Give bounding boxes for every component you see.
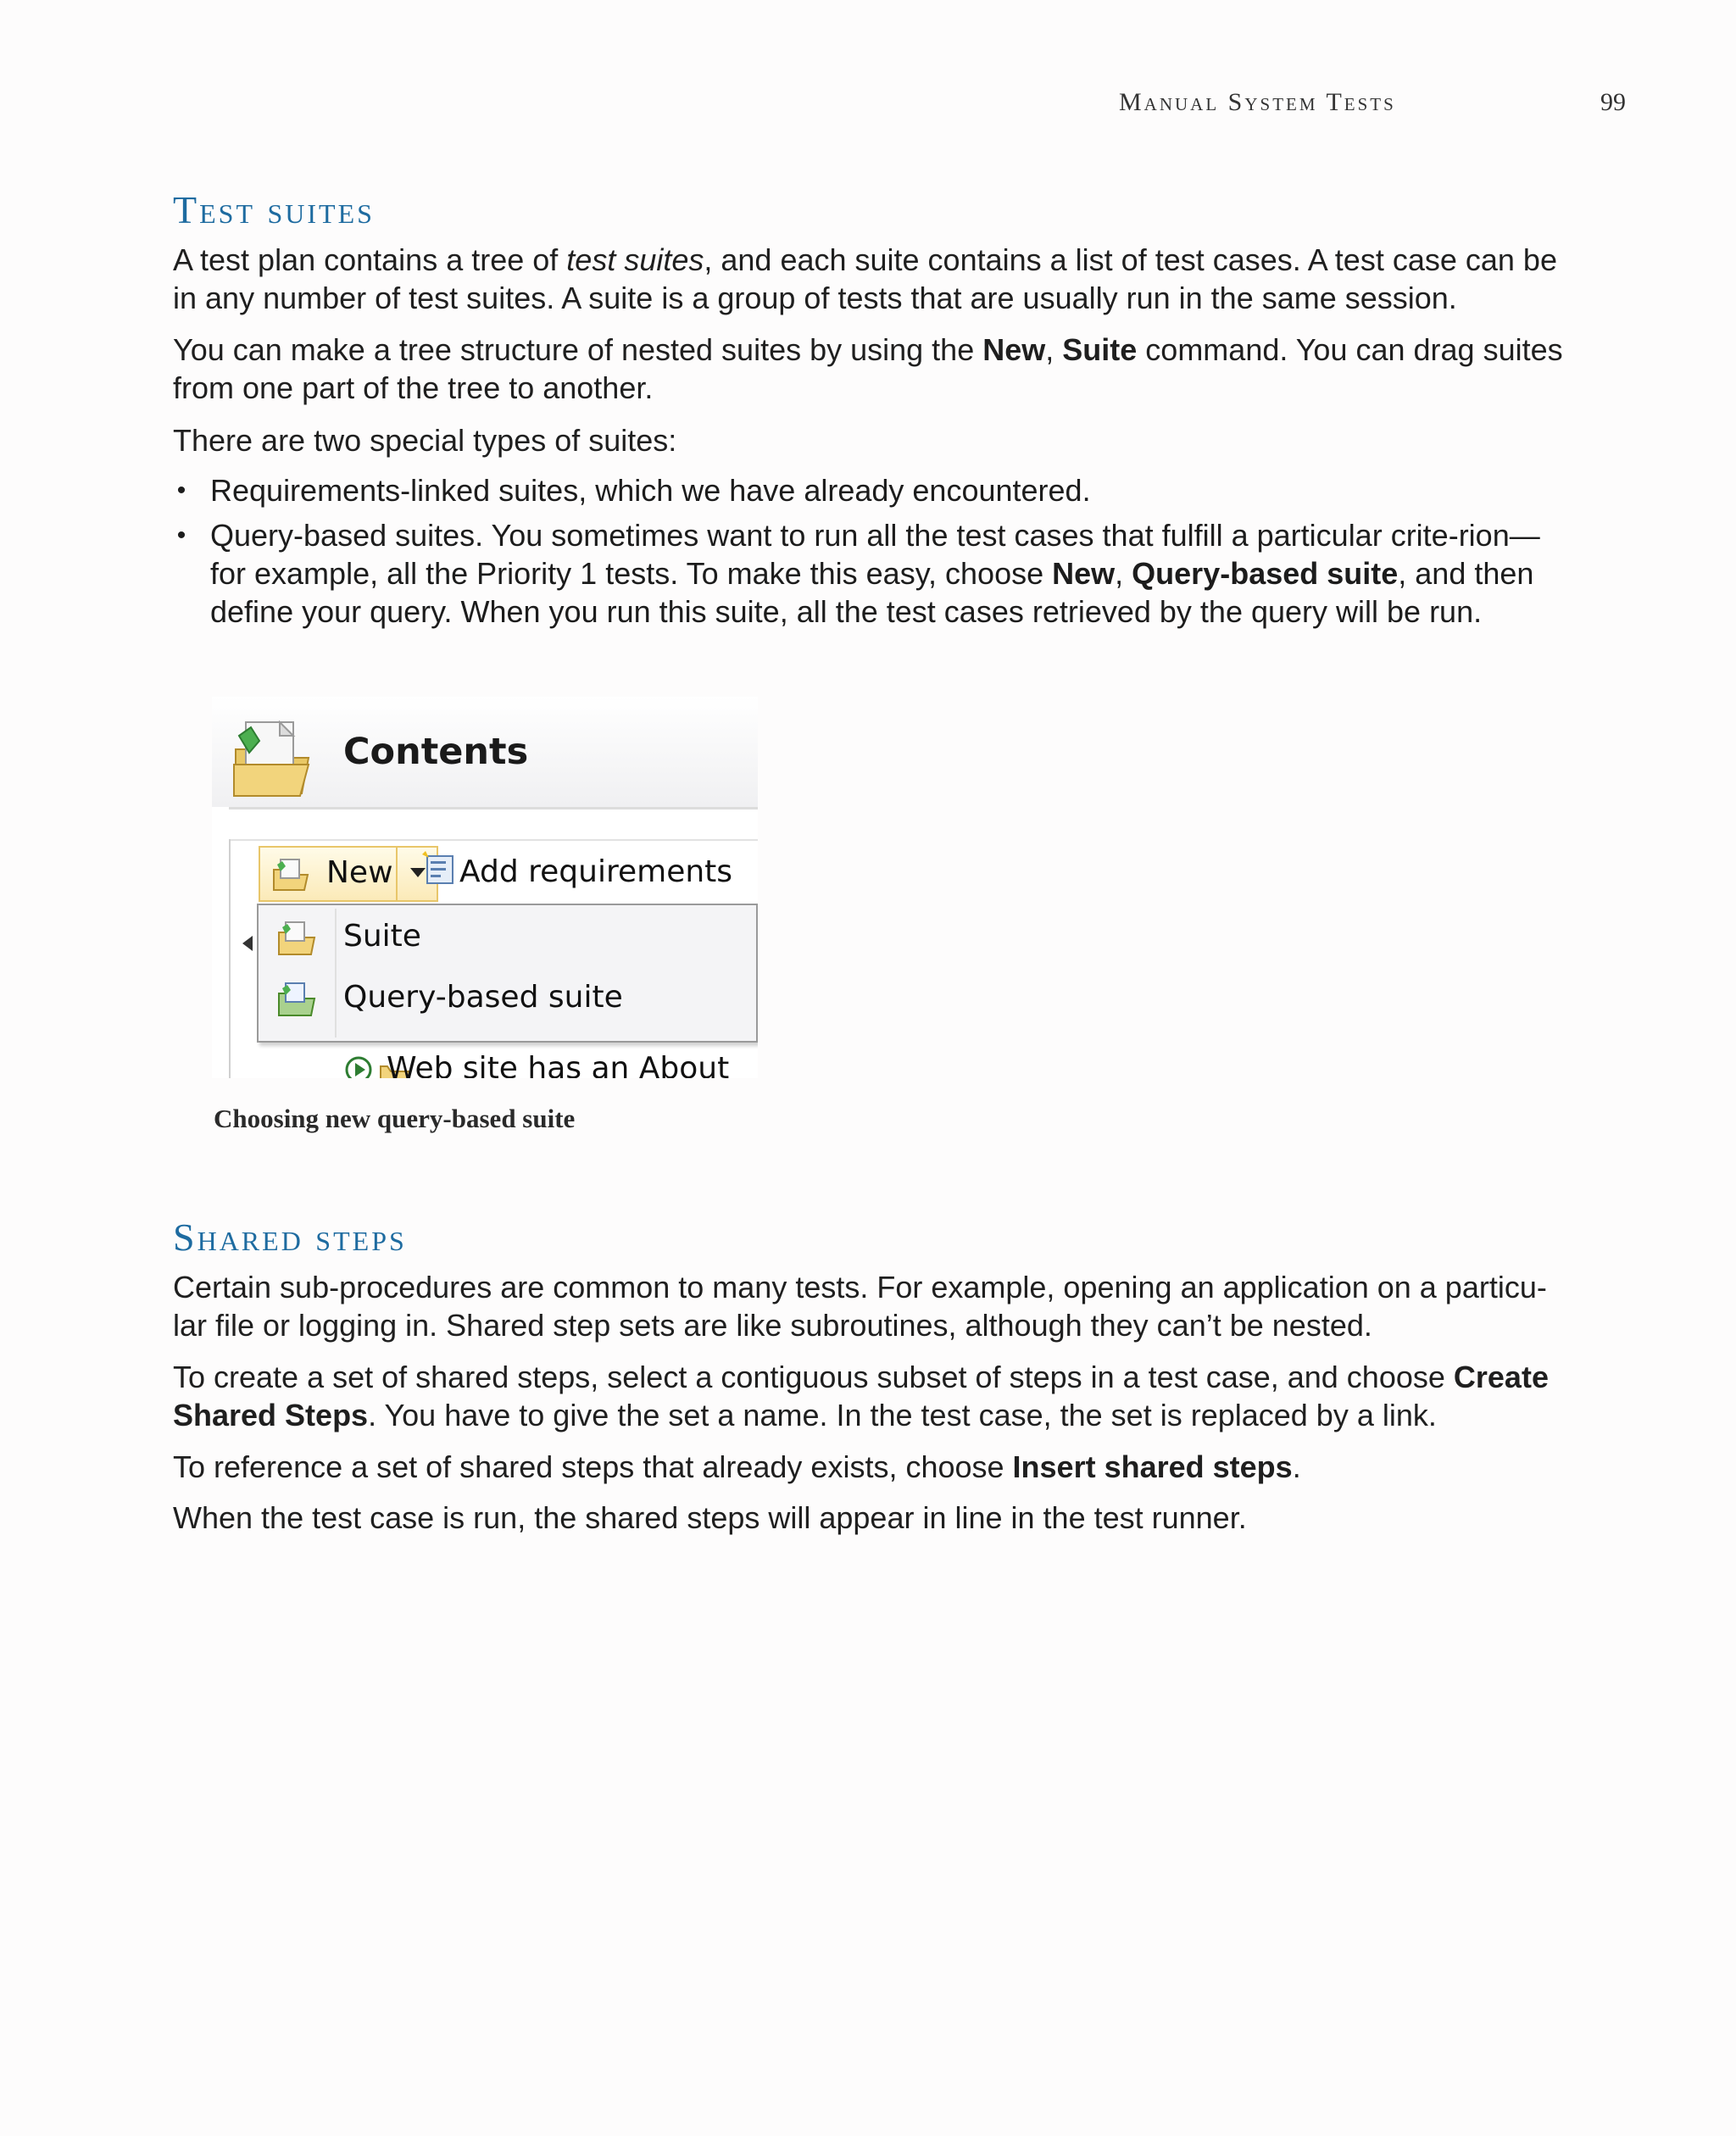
menu-gutter (335, 909, 337, 1037)
paragraph-special-types: There are two special types of suites: (173, 423, 677, 458)
section-heading-shared-steps: Shared steps (173, 1215, 407, 1259)
query-suite-icon (277, 982, 316, 1017)
test-plan-folder-icon (227, 715, 312, 800)
bullet-icon: • (176, 476, 186, 504)
new-button[interactable] (259, 846, 438, 902)
list-item: • Requirements-linked suites, which we have already encountered. (173, 471, 1563, 509)
new-suite-icon (272, 858, 309, 892)
running-head: Manual System Tests (1119, 88, 1396, 116)
bullet-icon: • (176, 521, 186, 549)
paragraph-test-runner: When the test case is run, the shared steps will appear in line in the test runner. (173, 1500, 1247, 1535)
tree-border (229, 839, 231, 1078)
contents-title: Contents (343, 731, 529, 773)
paragraph-test-plan: A test plan contains a tree of test suites, and each suite contains a list of test cases. A test case can be in any number of test suites. A suite is a group of tests that are usually run in the same session. (173, 242, 1557, 315)
add-requirements-button[interactable]: Add requirements (459, 854, 733, 889)
new-button-label: New (326, 855, 393, 890)
menu-item-suite[interactable]: Suite (343, 919, 421, 954)
paragraph-create-shared-steps: To create a set of shared steps, select a contiguous subset of steps in a test case, and choose Create Shared Steps. You have to give the set a name. In the test case, the set is replaced by a link. (173, 1360, 1549, 1432)
toolbar-divider (229, 839, 758, 841)
menu-item-query-based-suite[interactable]: Query-based suite (343, 980, 623, 1015)
tree-row-test-case[interactable]: Web site has an About (387, 1051, 730, 1078)
suite-icon (277, 921, 316, 956)
figure-caption: Choosing new query-based suite (214, 1104, 576, 1133)
paragraph-insert-shared-steps: To reference a set of shared steps that already exists, choose Insert shared steps. (173, 1449, 1301, 1484)
paragraph-nested-suites: You can make a tree structure of nested suites by using the New, Suite command. You can drag suites from one part of the tree to another. (173, 332, 1563, 405)
paragraph-sub-procedures: Certain sub-procedures are common to many tests. For example, opening an application on a particu-lar file or logging in. Shared step sets are like subroutines, although they can’t be nested. (173, 1270, 1547, 1343)
new-dropdown-menu (257, 904, 758, 1043)
list-item: • Query-based suites. You sometimes want to run all the test cases that fulfill a particular crite-rion—for example, all the Priority 1 tests. To make this easy, choose New, Query-based suite, and then define your query. When you run this suite, all the test cases retrieved by the query will be run. (173, 516, 1563, 631)
bullet-list-suite-types (173, 471, 1563, 637)
figure-screenshot (212, 697, 758, 1078)
tree-collapse-icon[interactable] (242, 936, 253, 951)
split-divider (396, 848, 398, 900)
add-requirements-icon[interactable] (422, 849, 458, 887)
page-number: 99 (1600, 88, 1626, 116)
section-heading-test-suites: Test suites (173, 188, 375, 231)
header-divider (229, 807, 758, 809)
